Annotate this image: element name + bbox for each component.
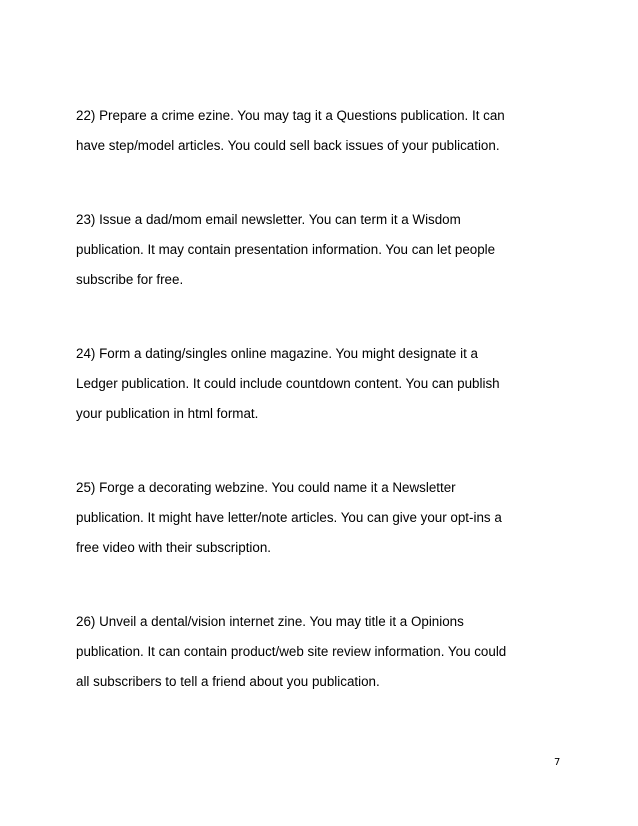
paragraph-24 — [76, 339, 576, 429]
paragraph-line: 24) Form a dating/singles online magazine. You might designate it a — [76, 346, 478, 361]
paragraph-line: Ledger publication. It could include countdown content. You can publish — [76, 376, 500, 391]
paragraph-line: 25) Forge a decorating webzine. You could name it a Newsletter — [76, 480, 456, 495]
paragraph-line: publication. It may contain presentation information. You can let people — [76, 242, 496, 257]
paragraph-23 — [76, 205, 576, 295]
paragraph-line: subscribe for free. — [76, 272, 184, 287]
paragraph-26 — [76, 607, 576, 697]
paragraph-22 — [76, 101, 576, 161]
paragraph-line: have step/model articles. You could sell back issues of your publication. — [76, 138, 500, 153]
paragraph-25 — [76, 473, 576, 563]
paragraph-line: 22) Prepare a crime ezine. You may tag it a Questions publication. It can — [76, 108, 505, 123]
paragraph-line: publication. It might have letter/note articles. You can give your opt-ins a — [76, 510, 502, 525]
paragraph-line: publication. It can contain product/web site review information. You could — [76, 644, 507, 659]
paragraph-line: 26) Unveil a dental/vision internet zine. You may title it a Opinions — [76, 614, 464, 629]
page-content — [76, 101, 576, 741]
paragraph-line: free video with their subscription. — [76, 540, 272, 555]
paragraph-line: all subscribers to tell a friend about you publication. — [76, 674, 380, 689]
paragraph-line: your publication in html format. — [76, 406, 259, 421]
paragraph-line: 23) Issue a dad/mom email newsletter. You can term it a Wisdom — [76, 212, 461, 227]
page-number: 7 — [554, 757, 561, 768]
